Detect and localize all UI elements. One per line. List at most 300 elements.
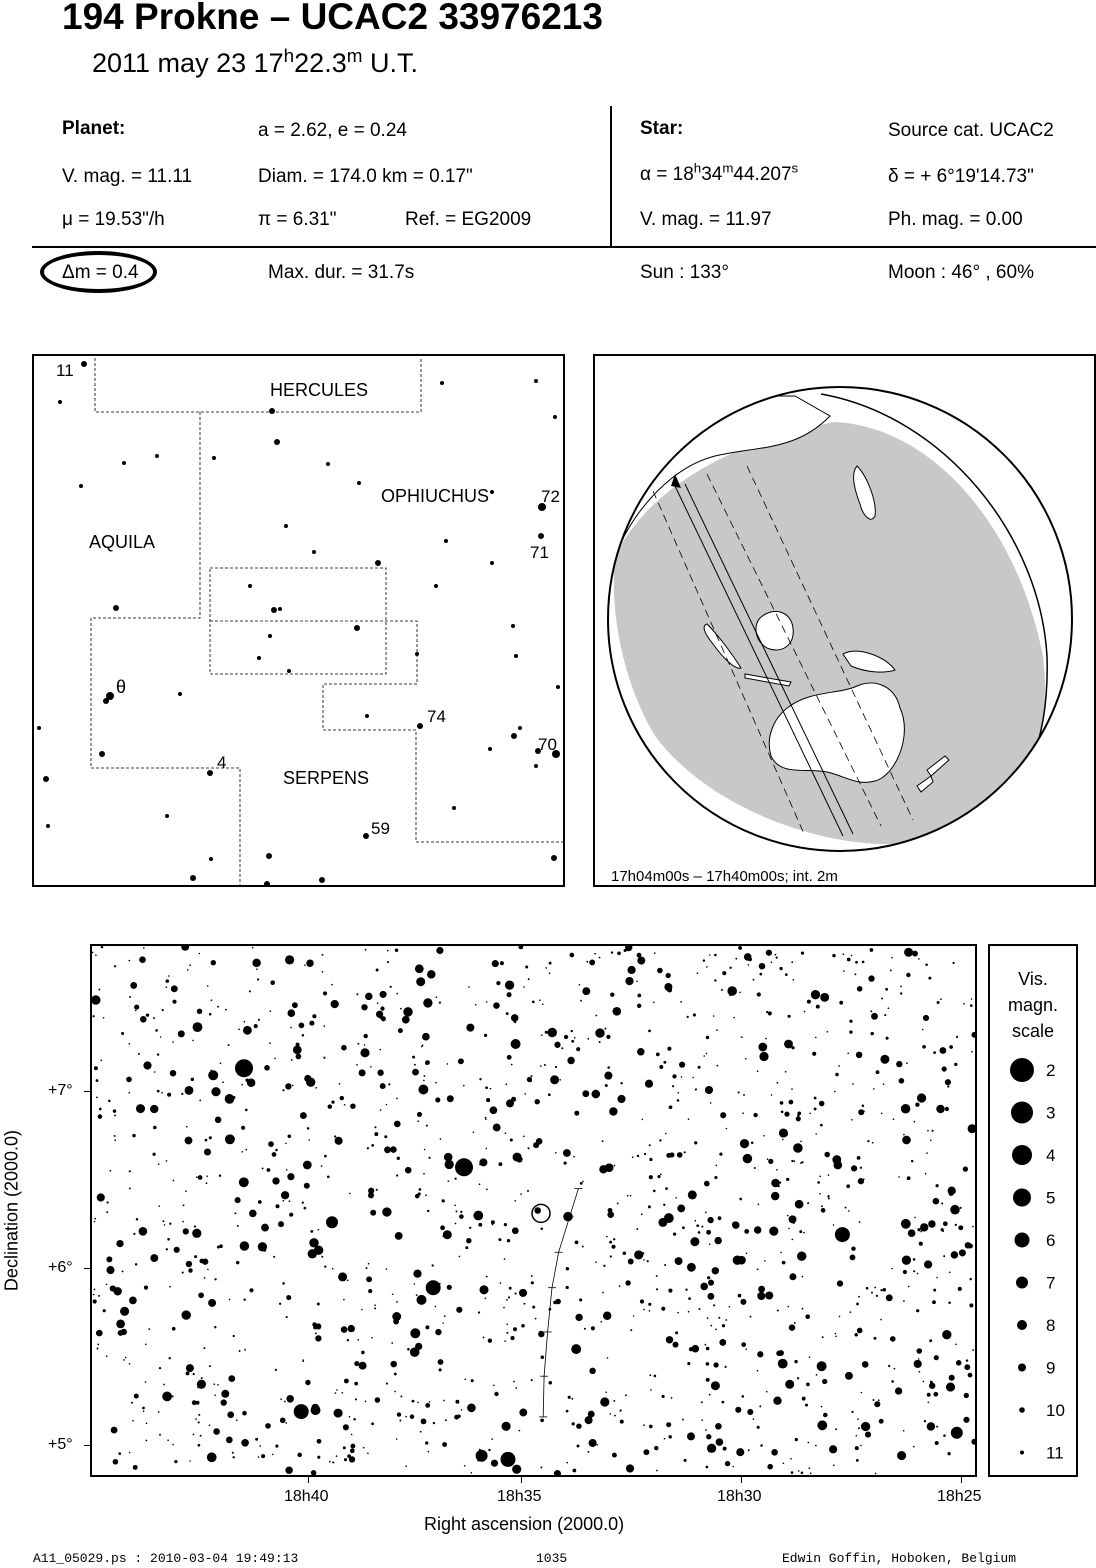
field-star xyxy=(130,982,137,989)
field-star xyxy=(317,1456,320,1459)
field-star xyxy=(412,1400,415,1403)
field-star xyxy=(705,1086,713,1094)
y-tick-5 xyxy=(84,1445,90,1446)
field-star xyxy=(99,1108,102,1111)
field-star xyxy=(591,1090,600,1099)
field-star xyxy=(511,1064,513,1066)
field-star xyxy=(666,1422,671,1427)
field-star xyxy=(671,1397,673,1399)
field-star xyxy=(903,1134,905,1136)
field-star xyxy=(573,1469,577,1473)
field-star xyxy=(918,1358,920,1360)
field-star xyxy=(272,1152,277,1157)
field-star xyxy=(820,1124,823,1127)
field-star xyxy=(662,1395,665,1398)
field-star xyxy=(183,1228,189,1234)
field-star xyxy=(287,1009,295,1017)
map-star xyxy=(417,723,423,729)
field-star xyxy=(602,1140,604,1142)
field-star xyxy=(167,1093,171,1097)
field-star xyxy=(773,1397,781,1405)
field-star xyxy=(780,1101,784,1105)
field-star xyxy=(422,1033,430,1041)
field-star xyxy=(377,1070,383,1076)
field-star xyxy=(423,1075,425,1077)
field-star xyxy=(845,1207,847,1209)
field-star xyxy=(540,1227,543,1230)
field-star xyxy=(459,1214,464,1219)
field-star xyxy=(405,1465,407,1467)
field-star xyxy=(374,1126,376,1128)
field-star xyxy=(128,960,130,962)
field-star xyxy=(334,1135,336,1137)
y-tick-label-6: +6° xyxy=(48,1259,73,1276)
field-star xyxy=(356,1064,358,1066)
field-star xyxy=(856,1302,859,1305)
field-star xyxy=(693,1013,696,1016)
field-star xyxy=(97,1193,105,1201)
field-star xyxy=(447,1095,454,1102)
footer-author: Edwin Goffin, Hoboken, Belgium xyxy=(782,1551,1017,1566)
map-star xyxy=(538,533,544,539)
field-star xyxy=(95,954,97,956)
field-star xyxy=(129,1187,131,1189)
field-star xyxy=(710,1102,712,1104)
field-star xyxy=(304,964,306,966)
field-star xyxy=(302,1034,305,1037)
map-star xyxy=(178,692,182,696)
field-star xyxy=(491,1438,493,1440)
field-star xyxy=(290,1027,292,1029)
field-star xyxy=(336,1455,338,1457)
field-star xyxy=(342,1392,344,1394)
field-star xyxy=(302,1201,304,1203)
field-star xyxy=(873,1088,875,1090)
field-star xyxy=(157,1090,160,1093)
field-star xyxy=(209,1424,211,1426)
field-star xyxy=(828,1174,830,1176)
field-star xyxy=(288,1135,292,1139)
field-star xyxy=(943,1434,946,1437)
planet-motion: μ = 19.53"/h xyxy=(62,209,165,230)
field-star xyxy=(115,1139,117,1141)
field-star xyxy=(114,1114,116,1116)
field-star xyxy=(736,1448,744,1456)
field-star xyxy=(933,1289,936,1292)
field-star xyxy=(723,1447,727,1451)
field-star xyxy=(200,1435,202,1437)
field-star xyxy=(917,1273,919,1275)
field-star xyxy=(394,1121,401,1128)
field-star xyxy=(425,1194,427,1196)
field-star xyxy=(351,1434,353,1436)
field-star xyxy=(473,1211,483,1221)
field-star xyxy=(300,1112,307,1119)
field-star xyxy=(960,1207,962,1209)
field-star xyxy=(701,1401,703,1403)
field-star xyxy=(101,946,104,948)
field-star xyxy=(523,1135,525,1137)
field-star xyxy=(606,1035,610,1039)
field-star xyxy=(793,979,795,981)
field-star xyxy=(778,1350,784,1356)
field-star xyxy=(784,1040,793,1049)
field-star xyxy=(371,1337,373,1339)
field-star xyxy=(125,1357,127,1359)
field-star xyxy=(485,1148,487,1150)
field-star xyxy=(666,1336,673,1343)
field-star xyxy=(802,1308,804,1310)
field-star xyxy=(626,1464,634,1472)
field-star xyxy=(252,959,260,967)
field-star xyxy=(435,1329,441,1335)
field-star xyxy=(725,1461,730,1466)
field-star xyxy=(491,1460,498,1467)
field-star xyxy=(339,1413,342,1416)
field-star xyxy=(279,1303,281,1305)
field-star xyxy=(540,1418,544,1422)
field-star xyxy=(906,973,910,977)
field-star xyxy=(158,1411,160,1413)
field-star xyxy=(814,1097,817,1100)
field-star xyxy=(617,1202,619,1204)
field-star xyxy=(154,1071,156,1073)
field-star xyxy=(172,1395,174,1397)
field-star xyxy=(630,1195,632,1197)
field-star xyxy=(707,1217,713,1223)
star-phmag: Ph. mag. = 0.00 xyxy=(888,209,1023,230)
field-star xyxy=(564,1162,567,1165)
star-right-ascension: $\alpha = 18^h34^m44.207^s$ xyxy=(640,160,799,185)
field-star xyxy=(935,1441,939,1445)
field-star xyxy=(443,1400,445,1402)
field-star xyxy=(677,1152,683,1158)
field-star xyxy=(733,1466,735,1468)
field-star xyxy=(771,961,773,963)
field-star xyxy=(771,1449,778,1456)
field-star xyxy=(803,1232,805,1234)
field-star xyxy=(371,1144,374,1147)
field-star xyxy=(612,1007,621,1016)
field-star xyxy=(778,1185,780,1187)
field-star xyxy=(657,1175,660,1178)
field-star xyxy=(116,1240,123,1247)
field-star xyxy=(582,1246,584,1248)
globe-time-caption: 17h04m00s – 17h40m00s; int. 2m xyxy=(611,868,838,885)
field-star xyxy=(328,1104,333,1109)
map-star xyxy=(354,625,360,631)
field-star xyxy=(947,1452,950,1455)
field-star xyxy=(529,1080,532,1083)
field-star xyxy=(701,1419,703,1421)
field-star xyxy=(650,1374,652,1376)
field-star xyxy=(613,1238,615,1240)
field-star xyxy=(206,1182,208,1184)
field-star xyxy=(539,1331,541,1333)
event-datetime: 2011 may 23 17$^h$22.3$^m$ U.T. xyxy=(92,46,418,78)
field-star xyxy=(949,1271,951,1273)
field-star xyxy=(162,1009,164,1011)
field-star xyxy=(599,957,601,959)
field-star xyxy=(914,1121,916,1123)
field-star xyxy=(586,961,588,963)
field-star xyxy=(801,1472,804,1475)
field-star xyxy=(506,1323,508,1325)
field-star xyxy=(760,1444,763,1447)
field-star xyxy=(186,1371,190,1375)
page-title: 194 Prokne – UCAC2 33976213 xyxy=(62,0,603,37)
map-star xyxy=(534,764,538,768)
field-star xyxy=(118,1330,124,1336)
field-star xyxy=(891,1380,894,1383)
table-vertical-divider xyxy=(610,106,612,248)
field-star xyxy=(534,1207,541,1214)
field-star xyxy=(486,1098,490,1102)
field-star xyxy=(932,1300,936,1304)
field-star xyxy=(243,1298,245,1300)
field-star xyxy=(129,1297,137,1305)
field-star xyxy=(146,1423,148,1425)
field-star xyxy=(656,1053,660,1057)
map-star xyxy=(99,751,105,757)
field-star xyxy=(871,1013,878,1020)
field-star xyxy=(673,1232,676,1235)
field-star xyxy=(659,1139,661,1141)
field-star xyxy=(718,1317,720,1319)
field-star xyxy=(937,1001,940,1004)
field-star xyxy=(715,1165,717,1167)
field-star xyxy=(804,1011,806,1013)
field-star xyxy=(468,986,470,988)
field-star xyxy=(225,1094,235,1104)
field-star xyxy=(835,1428,837,1430)
field-star xyxy=(390,986,392,988)
field-star xyxy=(515,1387,517,1389)
field-star xyxy=(278,1221,284,1227)
field-star xyxy=(945,1079,951,1085)
field-star xyxy=(786,1178,789,1181)
field-star xyxy=(485,1086,488,1089)
map-star xyxy=(212,456,216,460)
field-star xyxy=(126,1077,132,1083)
field-star xyxy=(466,1238,471,1243)
field-star xyxy=(935,1184,938,1187)
field-star xyxy=(929,1339,932,1342)
field-star xyxy=(707,1276,710,1279)
field-star xyxy=(485,1298,487,1300)
field-star xyxy=(572,1422,575,1425)
field-star xyxy=(505,1132,507,1134)
field-star xyxy=(286,1316,288,1318)
moon-info: Moon : 46° , 60% xyxy=(888,262,1034,283)
field-star xyxy=(539,999,541,1001)
field-star xyxy=(588,1411,595,1418)
field-star xyxy=(382,1207,391,1216)
field-star xyxy=(602,1292,604,1294)
field-star xyxy=(917,1228,920,1231)
table-horizontal-divider xyxy=(32,246,1096,248)
field-star xyxy=(332,1461,334,1463)
field-star xyxy=(238,1028,240,1030)
field-star xyxy=(942,1066,947,1071)
field-star xyxy=(293,1046,302,1055)
field-star xyxy=(835,1073,839,1077)
field-star xyxy=(966,1359,968,1361)
field-star xyxy=(458,1058,464,1064)
field-star xyxy=(643,1449,649,1455)
field-star xyxy=(821,1208,826,1213)
field-star xyxy=(523,1303,525,1305)
field-star xyxy=(743,1154,752,1163)
field-star xyxy=(410,1328,420,1338)
y-tick-label-7: +7° xyxy=(48,1082,73,1099)
field-star xyxy=(172,1444,174,1446)
field-star xyxy=(682,1419,684,1421)
field-star xyxy=(897,1392,900,1395)
map-star xyxy=(209,857,213,861)
max-duration: Max. dur. = 31.7s xyxy=(268,262,415,283)
field-star xyxy=(801,952,804,955)
field-star xyxy=(479,1285,488,1294)
map-star xyxy=(79,484,83,488)
field-star xyxy=(280,1398,282,1400)
field-star xyxy=(733,1017,735,1019)
field-star xyxy=(227,1411,234,1418)
field-star xyxy=(857,1418,859,1420)
x-tick-1830 xyxy=(741,1477,742,1483)
field-star xyxy=(414,1283,416,1285)
bright-star xyxy=(476,1450,488,1462)
field-star xyxy=(791,1471,794,1474)
field-star xyxy=(203,1347,205,1349)
field-star xyxy=(413,1270,421,1278)
field-star xyxy=(136,1218,139,1221)
field-star xyxy=(118,1452,121,1455)
field-star xyxy=(438,1359,444,1365)
field-star xyxy=(668,1435,671,1438)
field-star xyxy=(924,1260,932,1268)
map-star xyxy=(511,733,517,739)
field-star xyxy=(323,991,327,995)
field-star xyxy=(654,1446,658,1450)
field-star xyxy=(711,1381,720,1390)
field-star xyxy=(243,1026,252,1035)
field-star xyxy=(815,1133,817,1135)
field-star xyxy=(735,958,737,960)
field-star xyxy=(758,1204,760,1206)
magnitude-legend xyxy=(988,944,1078,1477)
field-star xyxy=(504,1340,506,1342)
field-star xyxy=(129,1170,131,1172)
field-star xyxy=(555,1066,557,1068)
constellation-label-ophiuchus: OPHIUCHUS xyxy=(381,486,490,506)
field-star xyxy=(969,1278,971,1280)
field-star xyxy=(366,1276,372,1282)
field-star xyxy=(331,984,333,986)
field-star xyxy=(716,1438,724,1446)
field-star xyxy=(386,1383,388,1385)
field-star xyxy=(103,1017,105,1019)
field-star xyxy=(364,1044,366,1046)
field-star xyxy=(237,1225,239,1227)
field-star xyxy=(420,1431,422,1433)
field-star xyxy=(292,1002,298,1008)
field-star xyxy=(475,1004,477,1006)
field-star xyxy=(809,1113,811,1115)
map-star xyxy=(452,806,456,810)
field-star xyxy=(259,1445,261,1447)
field-star xyxy=(114,1287,122,1295)
field-star xyxy=(682,1226,685,1229)
field-star xyxy=(168,975,170,977)
field-star xyxy=(193,1373,195,1375)
field-star xyxy=(955,1224,957,1226)
field-star xyxy=(936,1105,944,1113)
field-star xyxy=(228,1044,230,1046)
field-star xyxy=(927,1130,929,1132)
field-star xyxy=(796,1116,801,1121)
field-star xyxy=(873,1399,875,1401)
planet-reference: Ref. = EG2009 xyxy=(405,209,532,230)
field-star xyxy=(582,1181,584,1183)
field-star xyxy=(419,1188,422,1191)
field-star xyxy=(913,1446,915,1448)
field-star xyxy=(444,1315,446,1317)
field-star xyxy=(394,1373,397,1376)
field-star xyxy=(675,1257,683,1265)
field-star xyxy=(928,1402,930,1404)
field-star xyxy=(632,1156,634,1158)
field-star xyxy=(162,1392,172,1402)
field-star xyxy=(609,1413,611,1415)
field-star xyxy=(902,1256,911,1265)
map-star xyxy=(444,539,448,543)
field-star xyxy=(505,1083,507,1085)
field-star xyxy=(94,1218,96,1220)
field-star xyxy=(729,1306,731,1308)
field-star xyxy=(916,1309,919,1312)
field-star xyxy=(687,1263,696,1272)
field-star xyxy=(338,1272,347,1281)
field-star xyxy=(972,1349,974,1351)
field-star xyxy=(186,1364,194,1372)
field-star xyxy=(133,1465,138,1470)
field-star xyxy=(285,955,294,964)
field-star xyxy=(129,1043,131,1045)
footer-file: A11_05029.ps : 2010-03-04 19:49:13 xyxy=(33,1551,299,1566)
field-star xyxy=(285,1083,291,1089)
field-star xyxy=(897,1451,906,1460)
field-star xyxy=(709,1394,711,1396)
field-star xyxy=(228,1375,235,1382)
field-star xyxy=(851,1165,857,1171)
field-star xyxy=(896,1061,902,1067)
field-star xyxy=(220,1062,222,1064)
field-star xyxy=(133,1233,135,1235)
field-star xyxy=(172,1000,176,1004)
field-star xyxy=(417,1120,419,1122)
field-star xyxy=(229,1299,231,1301)
planet-parallax: π = 6.31" xyxy=(258,209,337,230)
field-star xyxy=(249,990,251,992)
field-star xyxy=(698,1066,701,1069)
field-star xyxy=(483,1336,485,1338)
star-chart-svg xyxy=(92,946,975,1475)
field-star xyxy=(800,1162,802,1164)
field-star xyxy=(183,1204,185,1206)
y-tick-label-5: +5° xyxy=(48,1436,73,1453)
field-star xyxy=(917,1348,923,1354)
